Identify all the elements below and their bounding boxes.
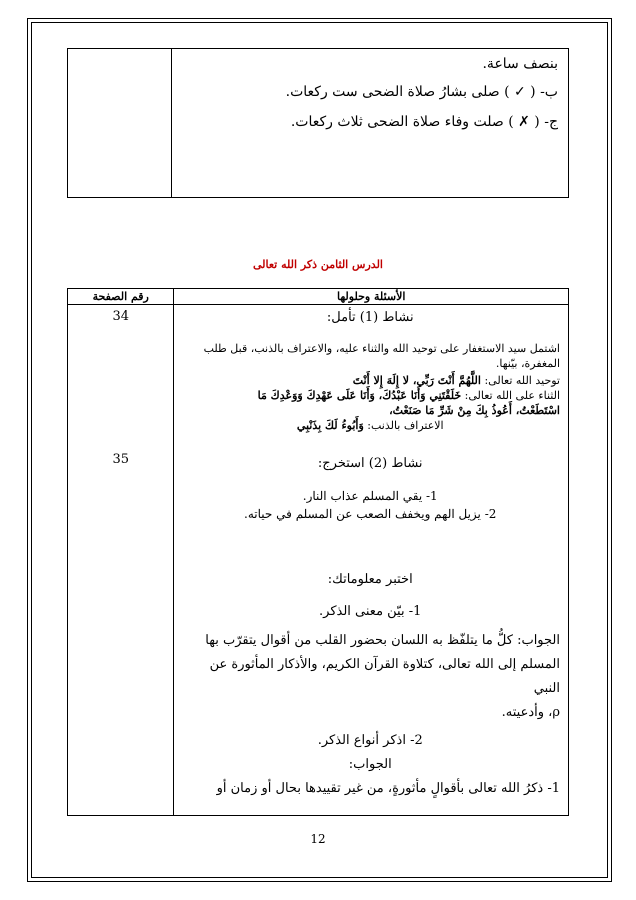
tawhid-label: توحيد الله تعالى:	[484, 374, 560, 387]
answer-1-line-2: المسلم إلى الله تعالى، كتلاوة القرآن الكريم، والأذكار المأثورة عن النبي	[209, 657, 560, 696]
itiraf-line	[180, 418, 560, 433]
continuation-line-2: ب- ( ✓ ) صلى بشارُ صلاة الضحى ست ركعات.	[285, 84, 558, 100]
activity2-title: نشاط (2) استخرج:	[317, 456, 423, 471]
test-question-2: 2- اذكر أنواع الذكر.	[317, 733, 423, 748]
tawhid-line	[180, 373, 560, 388]
activity1-page: 34	[112, 309, 129, 324]
tawhid-text: اللَّهُمَّ أَنْتَ رَبِّي، لا إِلَهَ إِلا أَنْتَ	[352, 374, 481, 387]
continuation-table	[67, 48, 569, 198]
questions-table	[67, 288, 569, 816]
answer-1-line-3: ρ، وأدعيته.	[501, 705, 560, 720]
continuation-line-1: بنصف ساعة.	[482, 56, 558, 72]
activity2-item-1: 1- يقي المسلم عذاب النار.	[302, 489, 438, 503]
activity2-item-2: 2- يزيل الهم ويخفف الصعب عن المسلم في حياته.	[244, 507, 497, 521]
thana-text-1: خَلَقْتَنِي وَأَنَا عَبْدُكَ، وَأَنَا عَلَى عَهْدِكَ وَوَعْدِكَ مَا	[257, 389, 462, 402]
itiraf-label: الاعتراف بالذنب:	[367, 419, 444, 432]
thana-line	[180, 388, 560, 403]
page-number: 12	[310, 832, 326, 846]
lesson-title: الدرس الثامن ذكر الله تعالى	[253, 258, 383, 271]
test-question-1: 1- بيّن معنى الذكر.	[319, 604, 422, 619]
activity1-intro: اشتمل سيد الاستغفار على توحيد الله والثناء عليه، والاعتراف بالذنب، قبل طلب المغفرة، بيّنها.	[203, 342, 560, 370]
answer-1-line-1: الجواب: كلُّ ما يتلفّظ به اللسان بحضور القلب من أقوال يتقرّب بها	[205, 633, 560, 648]
continuation-page-cell	[68, 49, 172, 198]
page-number-column	[68, 305, 174, 816]
header-questions: الأسئلة وحلولها	[174, 289, 569, 305]
header-page-number: رقم الصفحة	[68, 289, 174, 305]
activity2-page: 35	[112, 452, 129, 467]
questions-content	[174, 305, 569, 816]
thana-label: الثناء على الله تعالى:	[464, 389, 560, 402]
itiraf-text: وَأَبُوءُ لَكَ بِذَنْبِي	[296, 419, 364, 432]
thana-text-2: اسْتَطَعْتُ، أَعُوذُ بِكَ مِنْ شَرِّ مَا صَنَعْتُ،	[389, 404, 560, 417]
answer-2-line-1: 1- ذكرُ الله تعالى بأقوالٍ مأثورةٍ، من غير تقييدها بحال أو زمان أو	[216, 781, 560, 796]
answer-2-label: الجواب:	[348, 757, 392, 772]
activity1-title: نشاط (1) تأمل:	[326, 310, 414, 325]
continuation-content-cell	[172, 49, 569, 198]
continuation-line-3: ج- ( ✗ ) صلت وفاء صلاة الضحى ثلاث ركعات.	[290, 114, 558, 130]
test-title: اختبر معلوماتك:	[327, 572, 413, 587]
